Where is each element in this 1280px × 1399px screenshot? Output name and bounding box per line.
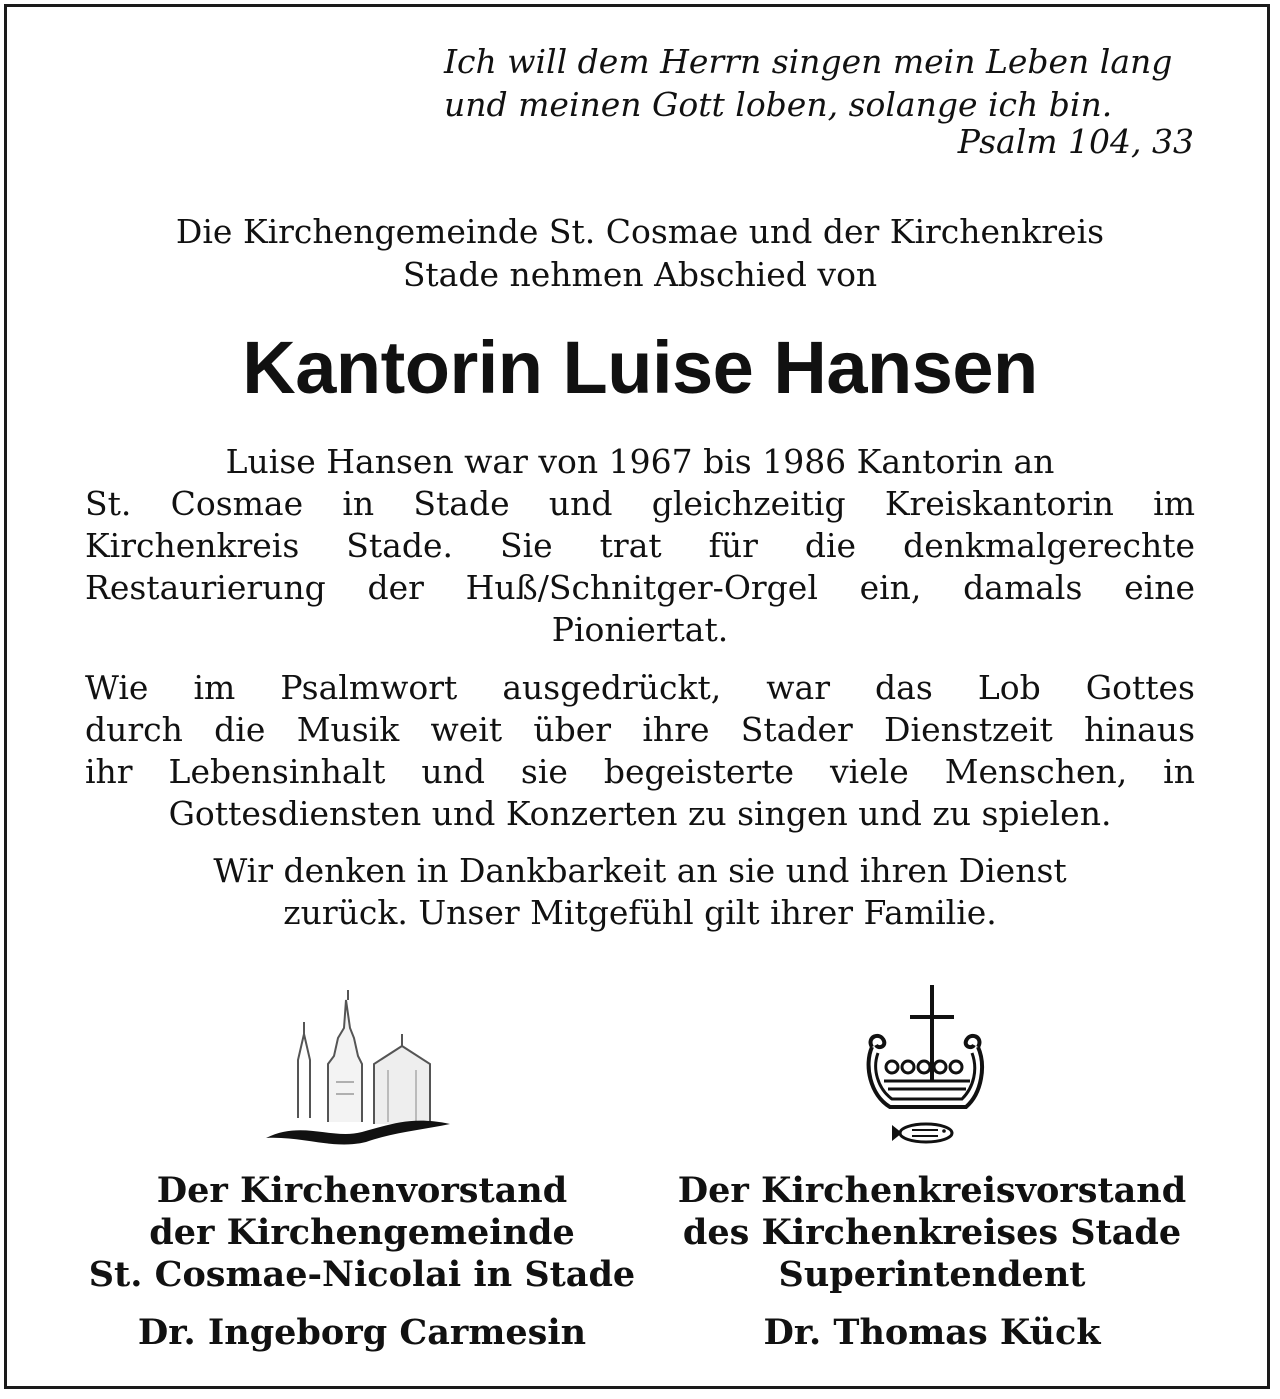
paragraph-line: zurück. Unser Mitgefühl gilt ihrer Familie. <box>283 893 997 932</box>
paragraph-career <box>85 441 1195 651</box>
signatory-name: Dr. Ingeborg Carmesin <box>137 1312 587 1353</box>
psalm-quote <box>444 40 1194 163</box>
deceased-name: Kantorin Luise Hansen <box>242 326 1038 409</box>
paragraph-line: St. Cosmae in Stade und gleichzeitig Kreiskantorin im <box>85 484 1195 523</box>
signature-line: des Kirchenkreises Stade <box>682 1212 1182 1253</box>
intro-line-2: Stade nehmen Abschied von <box>402 255 878 294</box>
signature-line: St. Cosmae-Nicolai in Stade <box>88 1254 636 1295</box>
signature-line: Der Kirchenkreisvorstand <box>677 1170 1187 1211</box>
signatory-name: Dr. Thomas Kück <box>763 1312 1101 1353</box>
paragraph-line: Gottesdiensten und Konzerten zu singen und zu spielen. <box>168 794 1112 833</box>
paragraph-line: Kirchenkreis Stade. Sie trat für die denkmalgerechte <box>85 526 1195 565</box>
signature-line: der Kirchengemeinde <box>149 1212 575 1253</box>
paragraph-line: durch die Musik weit über ihre Stader Dienstzeit hinaus <box>85 710 1195 749</box>
intro-text <box>85 210 1195 296</box>
psalm-reference: Psalm 104, 33 <box>957 122 1194 161</box>
paragraph-line: Luise Hansen war von 1967 bis 1986 Kantorin an <box>225 442 1055 481</box>
paragraph-thanks <box>85 850 1195 934</box>
church-towers-logo <box>262 990 458 1146</box>
paragraph-line: Wir denken in Dankbarkeit an sie und ihren Dienst <box>213 851 1067 890</box>
signature-block-left <box>72 1170 652 1354</box>
paragraph-line: ihr Lebensinhalt und sie begeisterte viele Menschen, in <box>85 752 1195 791</box>
paragraph-music <box>85 667 1195 835</box>
signature-line: Superintendent <box>778 1254 1086 1295</box>
psalm-line-2: und meinen Gott loben, solange ich bin. <box>444 85 1113 124</box>
paragraph-line: Wie im Psalmwort ausgedrückt, war das Lob Gottes <box>85 668 1195 707</box>
psalm-line-1: Ich will dem Herrn singen mein Leben lang <box>444 42 1173 81</box>
signature-block-right <box>642 1170 1222 1354</box>
paragraph-line: Restaurierung der Huß/Schnitger-Orgel ein, damals eine <box>85 568 1195 607</box>
paragraph-line: Pioniertat. <box>551 610 729 649</box>
ship-cross-fish-logo <box>862 985 988 1155</box>
intro-line-1: Die Kirchengemeinde St. Cosmae und der Kirchenkreis <box>175 212 1105 251</box>
signature-line: Der Kirchenvorstand <box>156 1170 568 1211</box>
